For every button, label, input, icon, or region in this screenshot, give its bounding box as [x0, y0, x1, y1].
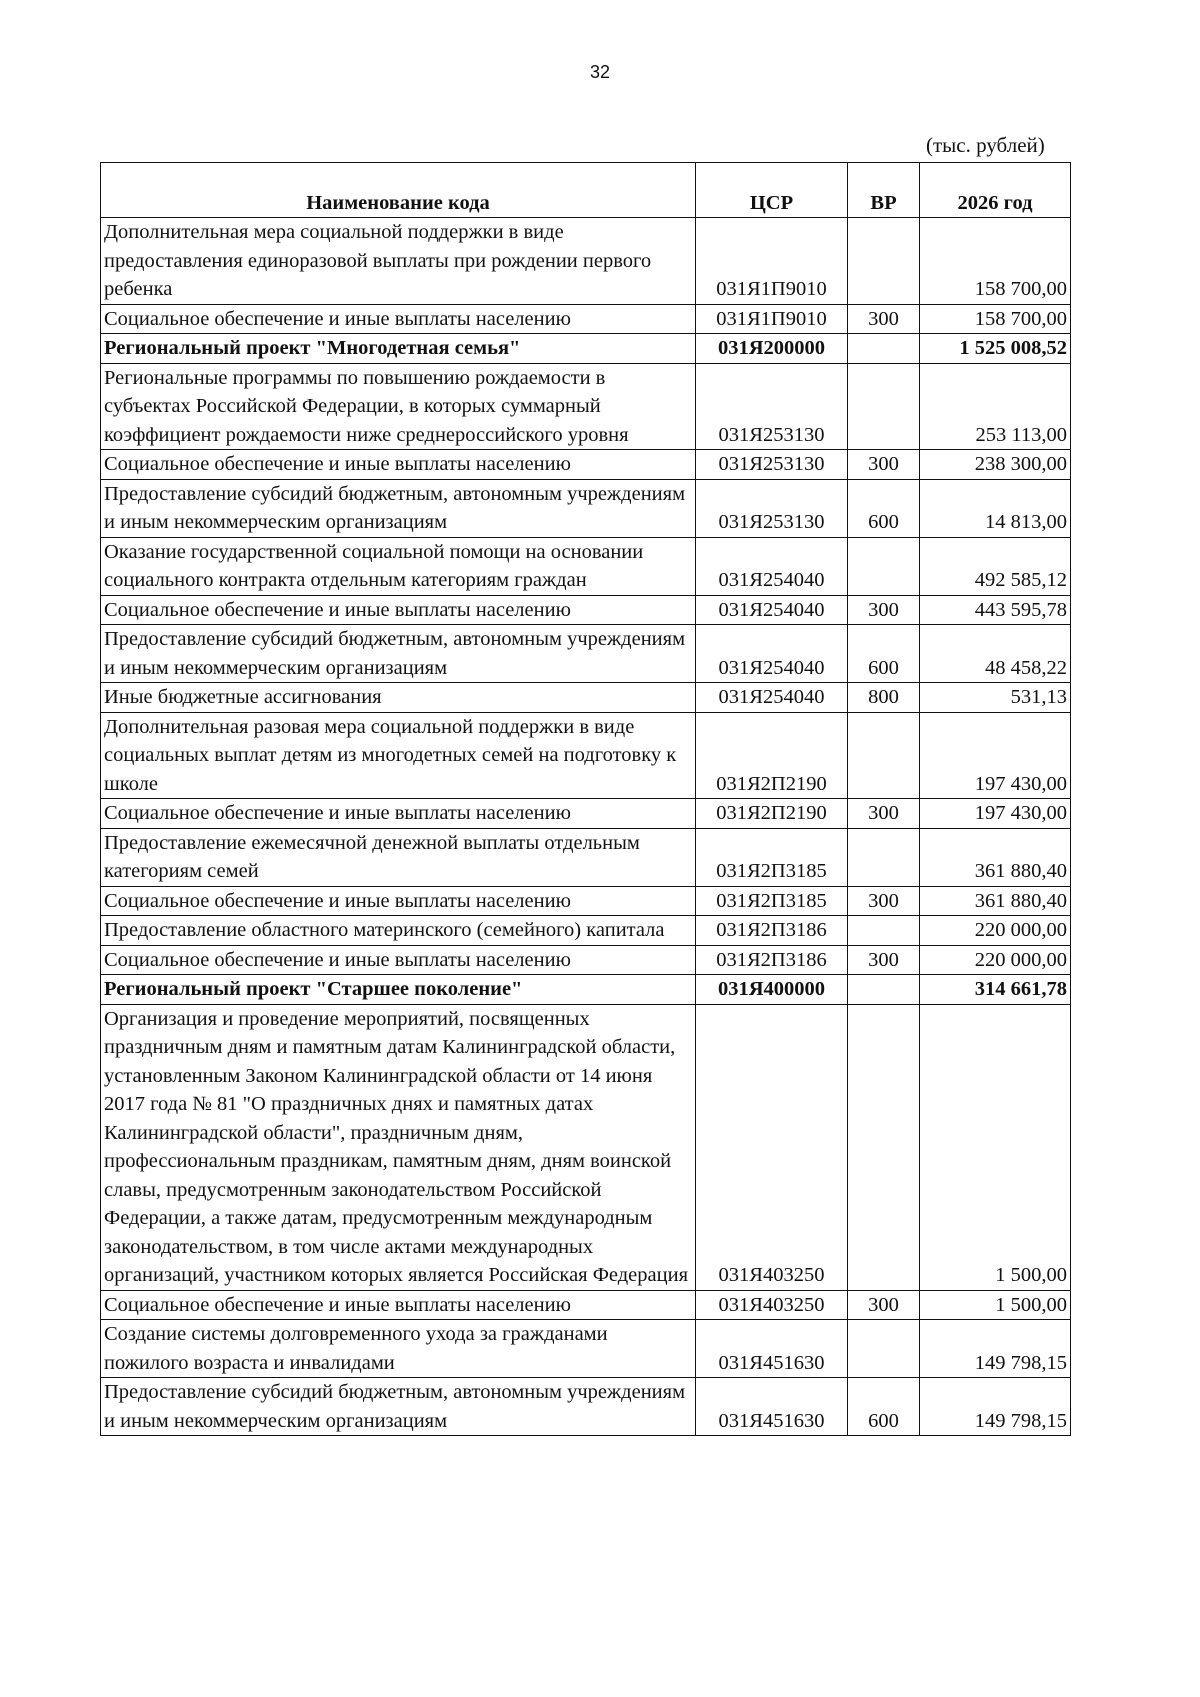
row-vr-cell: 600 [848, 625, 920, 683]
row-sum-cell: 1 525 008,52 [920, 334, 1071, 364]
row-csr-cell: 031Я403250 [696, 1290, 848, 1320]
row-name-cell: Социальное обеспечение и иные выплаты населению [101, 595, 696, 625]
row-csr-cell: 031Я400000 [696, 975, 848, 1005]
row-name-cell: Региональный проект "Старшее поколение" [101, 975, 696, 1005]
row-vr-cell [848, 916, 920, 946]
row-sum-cell: 1 500,00 [920, 1290, 1071, 1320]
table-row [101, 916, 1071, 946]
table-row [101, 975, 1071, 1005]
row-name-cell: Региональный проект "Многодетная семья" [101, 334, 696, 364]
table-row [101, 450, 1071, 480]
row-sum-cell: 197 430,00 [920, 799, 1071, 829]
header-vr: ВР [848, 163, 920, 218]
header-sum: 2026 год [920, 163, 1071, 218]
row-vr-cell: 300 [848, 799, 920, 829]
table-row [101, 363, 1071, 450]
header-csr: ЦСР [696, 163, 848, 218]
row-sum-cell: 1 500,00 [920, 1004, 1071, 1290]
table-header-row [101, 163, 1071, 218]
row-vr-cell: 300 [848, 450, 920, 480]
row-name-cell: Социальное обеспечение и иные выплаты населению [101, 945, 696, 975]
table-row [101, 479, 1071, 537]
row-sum-cell: 361 880,40 [920, 886, 1071, 916]
row-name-cell: Социальное обеспечение и иные выплаты населению [101, 1290, 696, 1320]
row-csr-cell: 031Я451630 [696, 1320, 848, 1378]
row-name-cell: Региональные программы по повышению рождаемости в субъектах Российской Федерации, в которых суммарный коэффициент рождаемости ниже среднероссийского уровня [101, 363, 696, 450]
table-row [101, 828, 1071, 886]
table-row [101, 1320, 1071, 1378]
row-vr-cell: 600 [848, 479, 920, 537]
row-name-cell: Предоставление субсидий бюджетным, автономным учреждениям и иным некоммерческим организациям [101, 625, 696, 683]
row-vr-cell: 300 [848, 595, 920, 625]
row-vr-cell [848, 712, 920, 799]
row-name-cell: Организация и проведение мероприятий, посвященных праздничным дням и памятным датам Калининградской области, установленным Законом Калининградской области от 14 июня 2017 года № 81 "О праздничных днях и памятных датах Калининградской области", праздничным дням, профессиональным праздникам, памятным дням, дням воинской славы, предусмотренным законодательством Российской Федерации, а также датам, предусмотренным международным законодательством, в том числе актами международных организаций, участником которых является Российская Федерация [101, 1004, 696, 1290]
table-row [101, 712, 1071, 799]
row-sum-cell: 443 595,78 [920, 595, 1071, 625]
row-name-cell: Создание системы долговременного ухода за гражданами пожилого возраста и инвалидами [101, 1320, 696, 1378]
row-csr-cell: 031Я1П9010 [696, 304, 848, 334]
row-vr-cell: 300 [848, 304, 920, 334]
row-name-cell: Предоставление субсидий бюджетным, автономным учреждениям и иным некоммерческим организациям [101, 479, 696, 537]
row-sum-cell: 253 113,00 [920, 363, 1071, 450]
row-csr-cell: 031Я2П3186 [696, 916, 848, 946]
row-csr-cell: 031Я1П9010 [696, 218, 848, 305]
row-csr-cell: 031Я2П3186 [696, 945, 848, 975]
row-vr-cell: 600 [848, 1378, 920, 1436]
row-name-cell: Социальное обеспечение и иные выплаты населению [101, 886, 696, 916]
table-row [101, 334, 1071, 364]
row-vr-cell [848, 363, 920, 450]
row-vr-cell: 300 [848, 1290, 920, 1320]
row-vr-cell [848, 975, 920, 1005]
row-vr-cell: 800 [848, 683, 920, 713]
table-row [101, 1290, 1071, 1320]
table-row [101, 945, 1071, 975]
row-name-cell: Дополнительная разовая мера социальной поддержки в виде социальных выплат детям из многодетных семей на подготовку к школе [101, 712, 696, 799]
row-sum-cell: 149 798,15 [920, 1320, 1071, 1378]
row-csr-cell: 031Я200000 [696, 334, 848, 364]
table-row [101, 1004, 1071, 1290]
row-sum-cell: 220 000,00 [920, 945, 1071, 975]
table-row [101, 683, 1071, 713]
row-csr-cell: 031Я2П3185 [696, 828, 848, 886]
page-number: 32 [589, 62, 611, 82]
row-name-cell: Оказание государственной социальной помощи на основании социального контракта отдельным категориям граждан [101, 537, 696, 595]
row-name-cell: Социальное обеспечение и иные выплаты населению [101, 799, 696, 829]
row-csr-cell: 031Я254040 [696, 683, 848, 713]
row-sum-cell: 238 300,00 [920, 450, 1071, 480]
row-sum-cell: 158 700,00 [920, 218, 1071, 305]
row-csr-cell: 031Я2П3185 [696, 886, 848, 916]
row-csr-cell: 031Я2П2190 [696, 799, 848, 829]
table-row [101, 1378, 1071, 1436]
row-vr-cell: 300 [848, 886, 920, 916]
row-sum-cell: 48 458,22 [920, 625, 1071, 683]
row-name-cell: Предоставление ежемесячной денежной выплаты отдельным категориям семей [101, 828, 696, 886]
row-csr-cell: 031Я2П2190 [696, 712, 848, 799]
row-sum-cell: 492 585,12 [920, 537, 1071, 595]
row-vr-cell [848, 218, 920, 305]
table-row [101, 304, 1071, 334]
row-vr-cell [848, 334, 920, 364]
row-sum-cell: 531,13 [920, 683, 1071, 713]
row-name-cell: Социальное обеспечение и иные выплаты населению [101, 450, 696, 480]
row-name-cell: Предоставление областного материнского (семейного) капитала [101, 916, 696, 946]
row-csr-cell: 031Я253130 [696, 450, 848, 480]
table-row [101, 595, 1071, 625]
budget-table [100, 162, 1071, 1436]
row-csr-cell: 031Я253130 [696, 479, 848, 537]
row-name-cell: Дополнительная мера социальной поддержки в виде предоставления единоразовой выплаты при рождении первого ребенка [101, 218, 696, 305]
table-row [101, 537, 1071, 595]
row-vr-cell [848, 1320, 920, 1378]
row-sum-cell: 314 661,78 [920, 975, 1071, 1005]
row-csr-cell: 031Я403250 [696, 1004, 848, 1290]
row-csr-cell: 031Я254040 [696, 595, 848, 625]
row-csr-cell: 031Я253130 [696, 363, 848, 450]
row-csr-cell: 031Я254040 [696, 537, 848, 595]
row-vr-cell [848, 1004, 920, 1290]
row-vr-cell [848, 828, 920, 886]
row-sum-cell: 14 813,00 [920, 479, 1071, 537]
table-row [101, 625, 1071, 683]
row-name-cell: Иные бюджетные ассигнования [101, 683, 696, 713]
row-csr-cell: 031Я451630 [696, 1378, 848, 1436]
header-name: Наименование кода [101, 163, 696, 218]
units-note: (тыс. рублей) [926, 133, 1045, 157]
row-vr-cell: 300 [848, 945, 920, 975]
row-vr-cell [848, 537, 920, 595]
table-row [101, 799, 1071, 829]
row-sum-cell: 361 880,40 [920, 828, 1071, 886]
row-sum-cell: 149 798,15 [920, 1378, 1071, 1436]
row-name-cell: Социальное обеспечение и иные выплаты населению [101, 304, 696, 334]
row-name-cell: Предоставление субсидий бюджетным, автономным учреждениям и иным некоммерческим организациям [101, 1378, 696, 1436]
row-sum-cell: 220 000,00 [920, 916, 1071, 946]
row-sum-cell: 197 430,00 [920, 712, 1071, 799]
row-csr-cell: 031Я254040 [696, 625, 848, 683]
row-sum-cell: 158 700,00 [920, 304, 1071, 334]
table-row [101, 886, 1071, 916]
table-row [101, 218, 1071, 305]
